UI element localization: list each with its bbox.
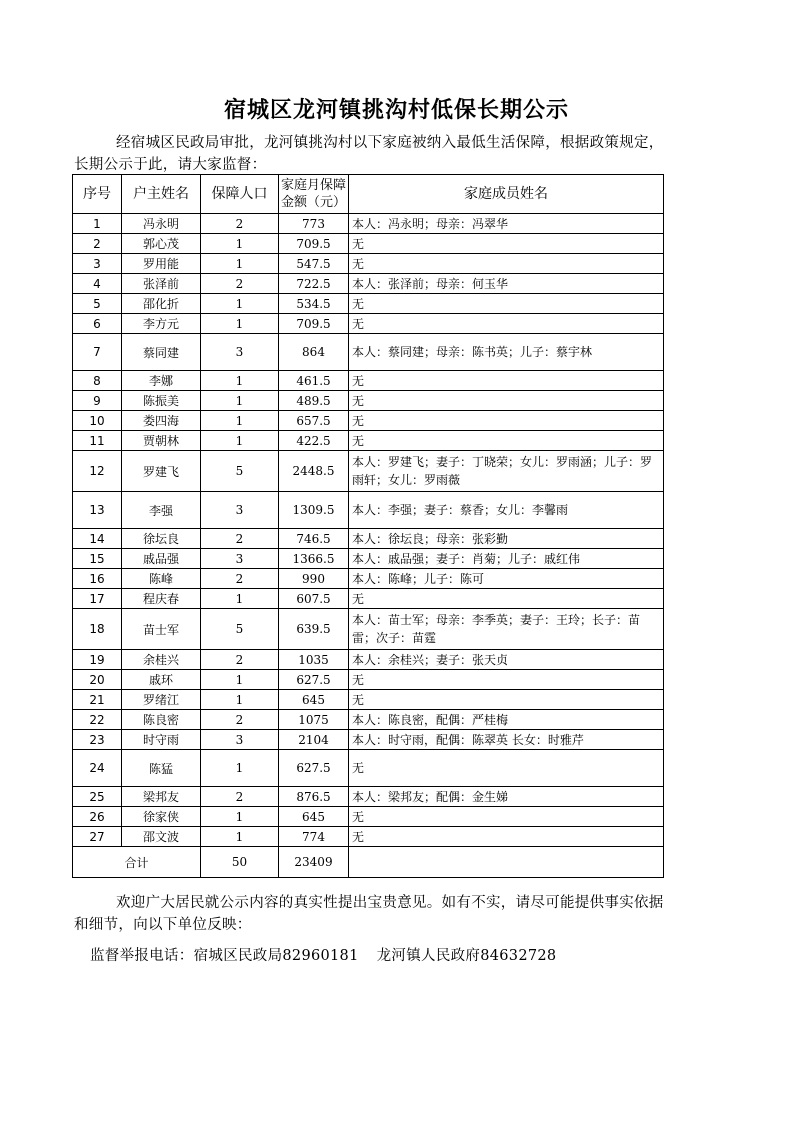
cell-members: 无 [349, 827, 664, 847]
cell-seq: 18 [73, 609, 122, 650]
cell-amount: 607.5 [279, 589, 349, 609]
cell-amount: 461.5 [279, 371, 349, 391]
total-members [349, 847, 664, 878]
cell-seq: 19 [73, 650, 122, 670]
table-row [73, 710, 664, 730]
cell-amount: 547.5 [279, 254, 349, 274]
cell-name: 邵文波 [122, 827, 201, 847]
cell-seq: 4 [73, 274, 122, 294]
cell-seq: 12 [73, 451, 122, 492]
cell-members: 本人：陈峰；儿子：陈可 [349, 569, 664, 589]
cell-members: 无 [349, 411, 664, 431]
cell-amount: 489.5 [279, 391, 349, 411]
cell-name: 蔡同建 [122, 334, 201, 371]
cell-name: 罗用能 [122, 254, 201, 274]
table-row [73, 670, 664, 690]
cell-persons: 1 [201, 670, 279, 690]
cell-seq: 20 [73, 670, 122, 690]
cell-members: 无 [349, 589, 664, 609]
cell-persons: 1 [201, 391, 279, 411]
cell-members: 无 [349, 294, 664, 314]
cell-amount: 990 [279, 569, 349, 589]
table-body [73, 214, 664, 878]
cell-persons: 1 [201, 690, 279, 710]
cell-amount: 657.5 [279, 411, 349, 431]
table-row [73, 214, 664, 234]
cell-amount: 627.5 [279, 670, 349, 690]
cell-members: 无 [349, 371, 664, 391]
cell-amount: 1075 [279, 710, 349, 730]
cell-members: 本人：罗建飞；妻子：丁晓荣；女儿：罗雨涵；儿子：罗雨轩；女儿：罗雨薇 [349, 451, 664, 492]
cell-amount: 773 [279, 214, 349, 234]
cell-members: 本人：陈良密，配偶：严桂梅 [349, 710, 664, 730]
cell-members: 无 [349, 234, 664, 254]
cell-name: 徐家侠 [122, 807, 201, 827]
cell-name: 陈振美 [122, 391, 201, 411]
cell-members: 本人：李强；妻子：蔡香；女儿：李馨雨 [349, 492, 664, 529]
cell-persons: 3 [201, 549, 279, 569]
cell-seq: 10 [73, 411, 122, 431]
cell-amount: 876.5 [279, 787, 349, 807]
cell-persons: 2 [201, 710, 279, 730]
cell-name: 李方元 [122, 314, 201, 334]
cell-seq: 22 [73, 710, 122, 730]
cell-persons: 1 [201, 431, 279, 451]
cell-persons: 3 [201, 730, 279, 750]
table-row [73, 274, 664, 294]
cell-seq: 1 [73, 214, 122, 234]
cell-persons: 1 [201, 371, 279, 391]
cell-members: 本人：戚品强；妻子：肖菊；儿子：戚红伟 [349, 549, 664, 569]
cell-name: 戚品强 [122, 549, 201, 569]
cell-persons: 1 [201, 411, 279, 431]
cell-name: 陈良密 [122, 710, 201, 730]
total-row [73, 847, 664, 878]
cell-amount: 422.5 [279, 431, 349, 451]
cell-amount: 709.5 [279, 314, 349, 334]
cell-persons: 2 [201, 569, 279, 589]
hotline-line [90, 944, 556, 965]
table-row [73, 431, 664, 451]
table-row [73, 334, 664, 371]
cell-members: 无 [349, 314, 664, 334]
cell-seq: 17 [73, 589, 122, 609]
hotline-town-government: 龙河镇人民政府84632728 [376, 948, 557, 964]
cell-amount: 864 [279, 334, 349, 371]
table-row [73, 787, 664, 807]
header-members: 家庭成员姓名 [349, 175, 664, 214]
cell-name: 梁邦友 [122, 787, 201, 807]
table-row [73, 827, 664, 847]
cell-members: 本人：冯永明；母亲：冯翠华 [349, 214, 664, 234]
cell-seq: 3 [73, 254, 122, 274]
header-amount: 家庭月保障金额（元） [279, 175, 349, 214]
cell-seq: 24 [73, 750, 122, 787]
table-row [73, 492, 664, 529]
table-header-row [73, 175, 664, 214]
cell-name: 余桂兴 [122, 650, 201, 670]
cell-members: 无 [349, 670, 664, 690]
cell-persons: 2 [201, 650, 279, 670]
cell-name: 戚环 [122, 670, 201, 690]
cell-members: 本人：梁邦友；配偶：金生娣 [349, 787, 664, 807]
cell-name: 李强 [122, 492, 201, 529]
cell-seq: 6 [73, 314, 122, 334]
cell-name: 贾朝林 [122, 431, 201, 451]
cell-members: 本人：张泽前；母亲：何玉华 [349, 274, 664, 294]
table-row [73, 609, 664, 650]
cell-members: 本人：余桂兴；妻子：张天贞 [349, 650, 664, 670]
cell-amount: 1309.5 [279, 492, 349, 529]
table-row [73, 690, 664, 710]
table-row [73, 807, 664, 827]
cell-members: 本人：苗士军；母亲：李季英；妻子：王玲；长子：苗雷；次子：苗霆 [349, 609, 664, 650]
cell-seq: 2 [73, 234, 122, 254]
cell-persons: 5 [201, 451, 279, 492]
cell-members: 本人：蔡同建；母亲：陈书英；儿子：蔡宇林 [349, 334, 664, 371]
table-row [73, 650, 664, 670]
closing-paragraph: 欢迎广大居民就公示内容的真实性提出宝贵意见。如有不实，请尽可能提供事实依据和细节，向以下单位反映： [74, 895, 664, 933]
cell-name: 李娜 [122, 371, 201, 391]
cell-seq: 21 [73, 690, 122, 710]
cell-amount: 534.5 [279, 294, 349, 314]
hotline-civil-affairs: 宿城区民政局82960181 [193, 948, 359, 964]
cell-seq: 9 [73, 391, 122, 411]
cell-seq: 5 [73, 294, 122, 314]
cell-members: 无 [349, 750, 664, 787]
cell-persons: 1 [201, 314, 279, 334]
table-row [73, 254, 664, 274]
table-row [73, 549, 664, 569]
cell-members: 无 [349, 431, 664, 451]
table-row [73, 314, 664, 334]
cell-name: 徐坛良 [122, 529, 201, 549]
cell-seq: 27 [73, 827, 122, 847]
cell-persons: 2 [201, 214, 279, 234]
cell-persons: 3 [201, 492, 279, 529]
assistance-table [72, 174, 664, 878]
cell-name: 张泽前 [122, 274, 201, 294]
cell-persons: 1 [201, 589, 279, 609]
cell-name: 郭心茂 [122, 234, 201, 254]
header-name: 户主姓名 [122, 175, 201, 214]
cell-name: 罗建飞 [122, 451, 201, 492]
cell-amount: 746.5 [279, 529, 349, 549]
table-row [73, 294, 664, 314]
table-row [73, 371, 664, 391]
cell-amount: 774 [279, 827, 349, 847]
hotline-label: 监督举报电话： [90, 948, 194, 964]
cell-name: 程庆春 [122, 589, 201, 609]
table-row [73, 234, 664, 254]
cell-persons: 2 [201, 274, 279, 294]
table-row [73, 391, 664, 411]
cell-name: 冯永明 [122, 214, 201, 234]
cell-name: 时守雨 [122, 730, 201, 750]
cell-persons: 5 [201, 609, 279, 650]
table-row [73, 569, 664, 589]
cell-amount: 639.5 [279, 609, 349, 650]
table-row [73, 451, 664, 492]
cell-seq: 23 [73, 730, 122, 750]
cell-persons: 1 [201, 807, 279, 827]
cell-persons: 2 [201, 787, 279, 807]
cell-name: 陈猛 [122, 750, 201, 787]
cell-persons: 1 [201, 750, 279, 787]
cell-persons: 1 [201, 827, 279, 847]
cell-members: 本人：徐坛良；母亲：张彩勤 [349, 529, 664, 549]
table-row [73, 750, 664, 787]
cell-amount: 1035 [279, 650, 349, 670]
cell-members: 本人：时守雨，配偶：陈翠英 长女：时雅芹 [349, 730, 664, 750]
cell-persons: 1 [201, 234, 279, 254]
cell-members: 无 [349, 690, 664, 710]
cell-seq: 14 [73, 529, 122, 549]
cell-amount: 709.5 [279, 234, 349, 254]
table-row [73, 589, 664, 609]
cell-seq: 7 [73, 334, 122, 371]
cell-seq: 15 [73, 549, 122, 569]
cell-name: 罗绪江 [122, 690, 201, 710]
cell-seq: 25 [73, 787, 122, 807]
total-persons: 50 [201, 847, 279, 878]
cell-amount: 2104 [279, 730, 349, 750]
cell-amount: 627.5 [279, 750, 349, 787]
cell-members: 无 [349, 391, 664, 411]
cell-members: 无 [349, 254, 664, 274]
table-row [73, 730, 664, 750]
cell-seq: 13 [73, 492, 122, 529]
cell-name: 邵化折 [122, 294, 201, 314]
table-row [73, 529, 664, 549]
intro-paragraph: 经宿城区民政局审批，龙河镇挑沟村以下家庭被纳入最低生活保障，根据政策规定，长期公示于此，请大家监督： [74, 135, 664, 173]
cell-persons: 1 [201, 294, 279, 314]
cell-seq: 16 [73, 569, 122, 589]
cell-seq: 8 [73, 371, 122, 391]
page-title: 宿城区龙河镇挑沟村低保长期公示 [223, 98, 569, 123]
cell-amount: 645 [279, 690, 349, 710]
cell-name: 娄四海 [122, 411, 201, 431]
cell-name: 苗士军 [122, 609, 201, 650]
cell-seq: 11 [73, 431, 122, 451]
header-seq: 序号 [73, 175, 122, 214]
header-persons: 保障人口 [201, 175, 279, 214]
cell-seq: 26 [73, 807, 122, 827]
cell-persons: 1 [201, 254, 279, 274]
cell-amount: 1366.5 [279, 549, 349, 569]
cell-persons: 2 [201, 529, 279, 549]
cell-amount: 722.5 [279, 274, 349, 294]
cell-amount: 2448.5 [279, 451, 349, 492]
cell-amount: 645 [279, 807, 349, 827]
total-label: 合计 [73, 847, 201, 878]
table-row [73, 411, 664, 431]
cell-members: 无 [349, 807, 664, 827]
total-amount: 23409 [279, 847, 349, 878]
cell-persons: 3 [201, 334, 279, 371]
cell-name: 陈峰 [122, 569, 201, 589]
